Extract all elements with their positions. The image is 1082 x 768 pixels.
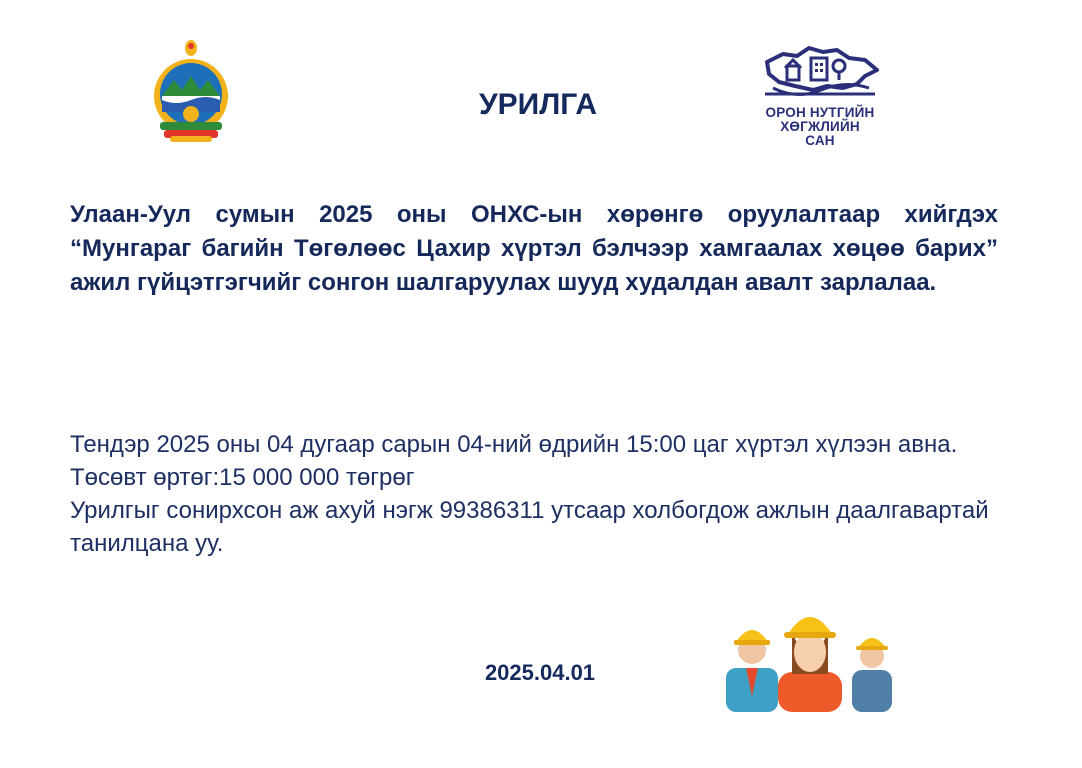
- construction-workers-icon: [726, 606, 894, 712]
- page-title: УРИЛГА: [478, 88, 598, 121]
- local-development-fund-icon: [757, 44, 883, 104]
- tender-budget: Төсөвт өртөг:15 000 000 төгрөг: [70, 464, 415, 491]
- announcement-date: 2025.04.01: [484, 660, 596, 685]
- state-emblem-icon: [148, 36, 234, 146]
- intro-paragraph: Улаан-Уул сумын 2025 оны ОНХС-ын хөрөнгө оруулалтаар хийгдэх “Мунгараг багийн Төгөлөөс Цахир хүртэл бэлчээр хамгаалах хөцөө барих” ажил гүйцэтгэгчийг сонгон шалгаруулах шууд худалдан авалт зарлалаа.: [70, 201, 998, 296]
- tender-details: [70, 428, 1000, 560]
- fund-name-line-2: ХӨГЖЛИЙН: [780, 119, 860, 134]
- tender-contact: Урилгыг сонирхсон аж ахуй нэгж 99386311 утсаар холбогдож ажлын даалгавартай танилцана уу.: [70, 497, 989, 557]
- fund-name-line-1: ОРОН НУТГИЙН: [765, 105, 875, 120]
- tender-deadline: Тендэр 2025 оны 04 дугаар сарын 04-ний өдрийн 15:00 цаг хүртэл хүлээн авна.: [70, 431, 958, 458]
- fund-logo: [750, 44, 890, 156]
- fund-name-line-3: САН: [805, 133, 835, 148]
